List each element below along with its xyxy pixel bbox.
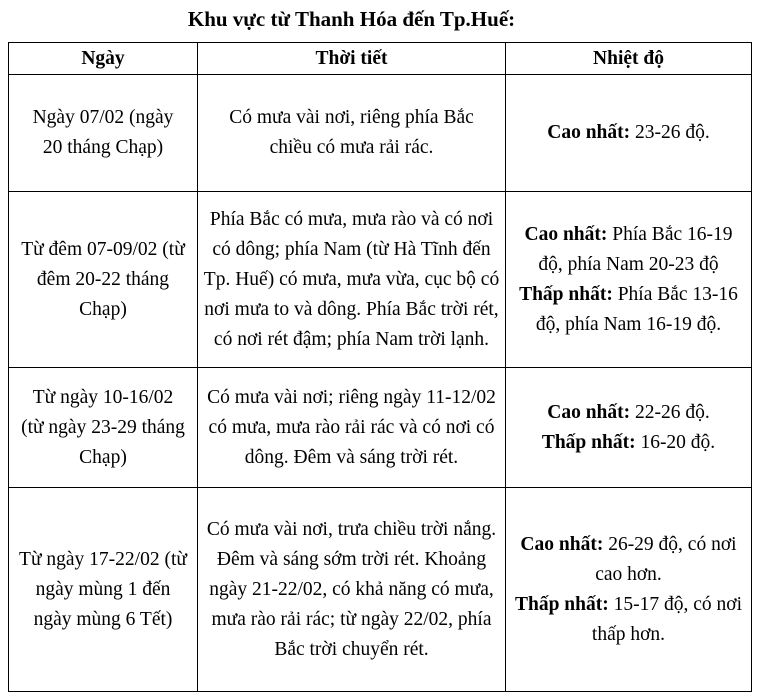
temperature-cell	[506, 192, 752, 368]
column-header-date: Ngày	[9, 43, 198, 75]
temp-high-label: Cao nhất:	[524, 223, 608, 245]
table-row	[9, 368, 752, 488]
weather-text: Có mưa vài nơi, trưa chiều trời nắng. Đêm và sáng sớm trời rét. Khoảng ngày 21-22/02, có khả năng có mưa, mưa rào rải rác; từ ngày 22/02, phía Bắc trời chuyển rét.	[206, 518, 497, 660]
weather-cell	[198, 75, 506, 192]
weather-text: Phía Bắc có mưa, mưa rào và có nơi có dông; phía Nam (từ Hà Tĩnh đến Tp. Huế) có mưa, mưa vừa, cục bộ có nơi mưa to và dông. Phía Bắc trời rét, có nơi rét đậm; phía Nam trời lạnh.	[203, 208, 500, 350]
weather-text: Có mưa vài nơi; riêng ngày 11-12/02 có mưa, mưa rào rải rác và có nơi có dông. Đêm và sáng trời rét.	[207, 386, 496, 468]
page-title: Khu vực từ Thanh Hóa đến Tp.Huế:	[187, 7, 516, 31]
column-header-weather: Thời tiết	[198, 43, 506, 75]
temp-low-value: 15-17 độ, có nơi thấp hơn.	[591, 593, 742, 645]
temperature-cell	[506, 488, 752, 692]
temp-high-label: Cao nhất:	[520, 533, 604, 555]
weather-text: Có mưa vài nơi, riêng phía Bắc chiều có mưa rải rác.	[229, 107, 474, 158]
date-cell	[9, 488, 198, 692]
temp-low-label: Thấp nhất:	[514, 593, 609, 615]
forecast-table	[8, 42, 752, 692]
temp-high	[510, 118, 747, 148]
temp-high	[510, 530, 747, 590]
temp-high	[510, 220, 747, 280]
table-row	[9, 192, 752, 368]
column-header-temperature: Nhiệt độ	[506, 43, 752, 75]
date-text: Từ đêm 07-09/02 (từ đêm 20-22 tháng Chạp)	[21, 238, 185, 320]
table-row	[9, 75, 752, 192]
weather-cell	[198, 368, 506, 488]
temp-high-label: Cao nhất:	[547, 122, 631, 143]
date-cell	[9, 368, 198, 488]
temp-low-label: Thấp nhất:	[519, 283, 613, 305]
temp-low	[510, 280, 747, 340]
temp-low-value: 16-20 độ.	[635, 431, 716, 453]
weather-cell	[198, 488, 506, 692]
date-text: Từ ngày 17-22/02 (từ ngày mùng 1 đến ngày mùng 6 Tết)	[19, 548, 187, 630]
temp-high-value: 22-26 độ.	[630, 401, 710, 423]
temperature-cell	[506, 368, 752, 488]
temp-low	[510, 428, 747, 458]
temperature-cell	[506, 75, 752, 192]
date-cell	[9, 192, 198, 368]
temp-high-value: Phía Bắc 16-19 độ, phía Nam 20-23 độ	[538, 223, 733, 275]
table-header-row	[9, 43, 752, 75]
temp-low	[510, 590, 747, 650]
temp-high-label: Cao nhất:	[547, 401, 631, 423]
temp-high	[510, 398, 747, 428]
date-cell	[9, 75, 198, 192]
date-text: Từ ngày 10-16/02 (từ ngày 23-29 tháng Chạp)	[21, 386, 185, 468]
weather-cell	[198, 192, 506, 368]
temp-low-value: Phía Bắc 13-16 độ, phía Nam 16-19 độ.	[535, 283, 738, 335]
temp-high-value: 26-29 độ, có nơi cao hơn.	[595, 533, 737, 585]
temp-low-label: Thấp nhất:	[541, 431, 636, 453]
temp-high-value: 23-26 độ.	[630, 122, 710, 143]
table-row	[9, 488, 752, 692]
date-text: Ngày 07/02 (ngày 20 tháng Chạp)	[32, 107, 174, 158]
